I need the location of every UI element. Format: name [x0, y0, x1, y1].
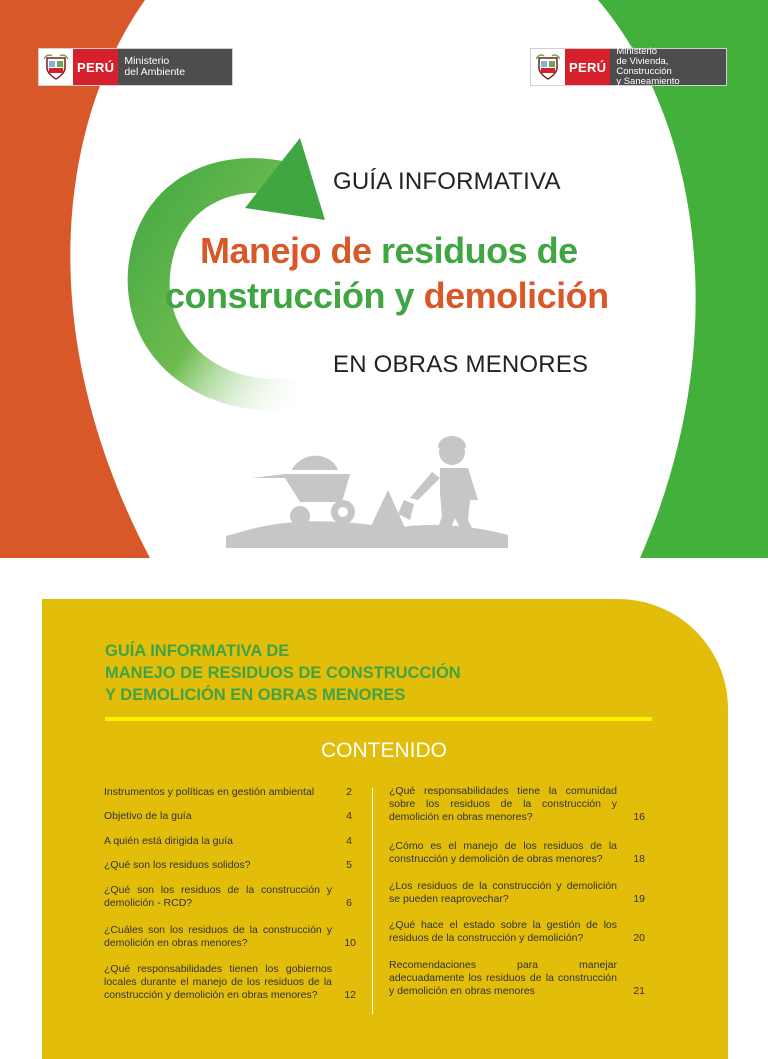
cover-title-line2: construcción y demolición — [165, 275, 609, 316]
panel-divider — [105, 717, 652, 721]
toc-item[interactable]: Instrumentos y políticas en gestión ambiental 2 — [104, 786, 352, 798]
shield-icon — [44, 53, 68, 81]
toc-item[interactable]: ¿Qué responsabilidades tiene la comunidad sobre los residuos de la construcción y demolición en obras menores? 16 — [389, 785, 645, 823]
columns-divider — [372, 788, 373, 1014]
shield-icon — [536, 53, 560, 81]
toc-item[interactable]: ¿Cómo es el manejo de los residuos de la construcción y demolición de obras menores? 18 — [389, 840, 645, 865]
cover-kicker: GUÍA INFORMATIVA — [333, 168, 561, 195]
cover-subtitle: EN OBRAS MENORES — [333, 351, 589, 378]
toc-item[interactable]: A quién está dirigida la guía 4 — [104, 835, 352, 847]
panel-title: GUÍA INFORMATIVA DE MANEJO DE RESIDUOS DE CONSTRUCCIÓN Y DEMOLICIÓN EN OBRAS MENORES — [105, 642, 461, 704]
logo-ministry-name: Ministerio del Ambiente — [118, 49, 232, 85]
toc-item[interactable]: Recomendaciones para manejar adecuadamente los residuos de la construcción y demolición en obras menores 21 — [389, 959, 645, 997]
toc-item[interactable]: ¿Cuáles son los residuos de la construcción y demolición en obras menores? 10 — [104, 924, 356, 949]
logo-country: PERÚ — [565, 49, 610, 85]
toc-item[interactable]: Objetivo de la guía 4 — [104, 810, 352, 822]
toc-item[interactable]: ¿Qué hace el estado sobre la gestión de los residuos de la construcción y demolición? 20 — [389, 919, 645, 944]
cover-title-line1: Manejo de residuos de — [200, 230, 578, 271]
logo-ministry-name: Ministerio de Vivienda, Construcción y Saneamiento — [610, 49, 726, 85]
toc-item[interactable]: ¿Qué son los residuos solidos? 5 — [104, 859, 352, 871]
toc-item[interactable]: ¿Qué son los residuos de la construcción y demolición - RCD? 6 — [104, 884, 352, 909]
contents-heading: CONTENIDO — [321, 739, 447, 762]
logo-ministerio-vivienda — [530, 48, 727, 86]
toc-item[interactable]: ¿Los residuos de la construcción y demolición se pueden reaprovechar? 19 — [389, 880, 645, 905]
logo-ministerio-ambiente — [38, 48, 233, 86]
toc-item[interactable]: ¿Qué responsabilidades tienen los gobiernos locales durante el manejo de los residuos de la construcción y demolición en obras menores? 12 — [104, 963, 356, 1001]
logo-country: PERÚ — [73, 49, 118, 85]
